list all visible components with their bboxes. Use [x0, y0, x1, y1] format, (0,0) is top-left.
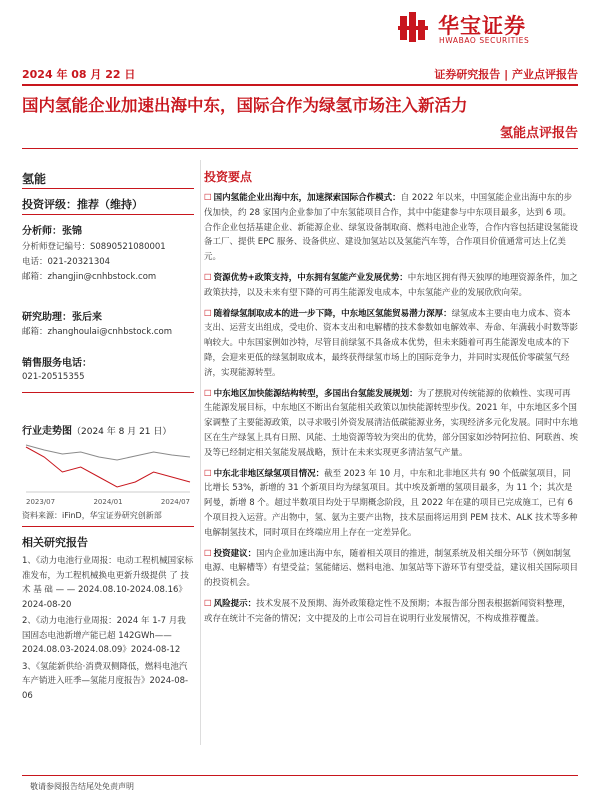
point-paragraph [204, 191, 578, 265]
point-body: 中东地区拥有得天独厚的地理资源条件，加之政策扶持，以及未来有望下降的可再生能源发电成本，中东氢能产业的发展欣欣向荣。 [204, 272, 578, 298]
bullet-icon: ☐ [204, 598, 212, 609]
related-report-item[interactable]: 3、《氢能新供给·消费双侧降低，燃料电池汽车产销进入旺季—氢能月度报告》2024-08-06 [22, 661, 189, 701]
header-divider [22, 84, 578, 86]
footer-disclaimer: 敬请参阅报告结尾处免责声明 [30, 782, 134, 791]
sidebar-rule [22, 526, 194, 527]
related-report-item[interactable]: 1、《动力电池行业周报：电动工程机械国家标准发布，为工程机械换电更新升级提供 了 技 术 基 础 — — 2024.08.10-2024.08.16》2024-08-20 [22, 556, 194, 610]
column-divider [200, 160, 201, 745]
investment-rating: 投资评级：推荐（维持） [22, 198, 143, 211]
report-date: 2024 年 08 月 22 日 [22, 68, 136, 81]
brand-logo [398, 8, 578, 48]
chart-x-tick-label: 2024/01 [93, 498, 123, 506]
chart-series-line-0 [26, 447, 190, 487]
point-body: 绿氢成本主要由电力成本、资本支出、运营支出组成，受电价、资本支出和电解槽的技术参数如电解效率、寿命、年满载小时数等影响较大。中东国家例如沙特，尽管目前绿氢不具备成本优势，但未来随着可再生能源发电成本的下降，会迎来更低的绿氢制取成本，最终获得绿氢市场上的国际竞争力，并同时实现低价零碳氢气经济，实现能源转型。 [204, 308, 579, 378]
analyst-name: 分析师：张锦 [22, 226, 82, 237]
point-paragraph [204, 547, 578, 591]
points-heading: 投资要点 [204, 170, 253, 184]
industry-name: 氢能 [22, 172, 47, 186]
point-body: 自 2022 年以来，中国氢能企业出海中东的步伐加快，约 28 家国内企业参加了中东氢能项目合作，其中中能建参与中东项目最多，达到 6 项。合作企业包括基建企业、新能源企业、绿氢设备制取商、燃料电池企业等，合作内容包括建设氢能设备工厂、提供 EPC 服务、设备供应、建设加氢站以及氢能汽车等，合作项目价值通常可达上亿美元。 [204, 193, 579, 263]
point-paragraph [204, 307, 578, 381]
assistant-email[interactable]: 邮箱：zhanghoulai@cnhbstock.com [22, 327, 173, 337]
industry-trend-chart [22, 438, 194, 508]
chart-title-date: （2024 年 8 月 21 日） [72, 427, 172, 437]
report-title: 国内氢能企业加速出海中东，国际合作为绿氢市场注入新活力 [22, 96, 468, 115]
header-bar [22, 66, 578, 82]
analyst-cert: 分析师登记编号：S0890521080001 [22, 242, 166, 252]
sidebar-rule [22, 214, 194, 215]
point-body: 国内企业加速出海中东，随着相关项目的推进，制氢系统及相关细分环节（例如制氢电源、电解槽等）有望受益；氢能储运、燃料电池、加氢站等下游环节有望受益，建议相关国际项目的投资机会。 [204, 548, 579, 589]
chart-title [22, 422, 171, 437]
sidebar-rule [22, 188, 194, 189]
point-lead: 投资建议： [213, 548, 257, 559]
analyst-email[interactable]: 邮箱：zhangjin@cnhbstock.com [22, 272, 157, 282]
chart-source: 资料来源：iFinD，华宝证券研究创新部 [22, 511, 162, 520]
point-paragraph [204, 271, 578, 301]
point-lead: 风险提示： [213, 598, 257, 609]
bullet-icon: ☐ [204, 193, 212, 203]
sales-label: 销售服务电话： [22, 358, 92, 369]
chart-x-tick-label: 2023/07 [26, 498, 56, 506]
report-category: 证券研究报告 | 产业点评报告 [434, 68, 578, 81]
title-divider [22, 148, 578, 149]
point-lead: 随着绿氢制取成本的进一步下降，中东地区氢能贸易潜力深厚： [213, 308, 452, 319]
related-reports-list [22, 554, 194, 705]
assistant-name: 研究助理：张后来 [22, 312, 102, 323]
point-lead: 中东北非地区绿氢项目情况： [213, 468, 325, 479]
related-report-item[interactable]: 2、《动力电池行业周报：2024 年 1-7 月我国固态电池新增产能已超 142GWh——2024.08.03-2024.08.09》2024-08-12 [22, 616, 186, 655]
bullet-icon: ☐ [204, 308, 212, 319]
bullet-icon: ☐ [204, 272, 212, 283]
bullet-icon: ☐ [204, 548, 212, 559]
brand-name-en: HWABAO SECURITIES [439, 36, 530, 45]
chart-series-line-1 [26, 445, 190, 460]
sidebar-rule [22, 392, 194, 393]
point-lead: 中东地区加快能源结构转型，多国出台氢能发展规划： [213, 388, 418, 399]
point-lead: 国内氢能企业出海中东，加速探索国际合作模式： [213, 193, 401, 203]
investment-points [204, 168, 578, 633]
point-lead: 资源优势+政策支持，中东拥有氢能产业发展优势： [213, 272, 408, 283]
analyst-phone: 电话：021-20321304 [22, 257, 111, 267]
sales-phone: 021-20515355 [22, 372, 85, 382]
point-body: 技术发展不及预期、海外政策稳定性不及预期；本报告部分图表根据新闻资料整理，或存在统计不完备的情况；文中提及的上市公司旨在说明行业发展情况，不构成推荐覆盖。 [204, 598, 571, 624]
chart-title-text: 行业走势图 [22, 426, 72, 437]
footer-divider [22, 775, 578, 776]
brand-name-cn: 华宝证券 [438, 14, 526, 38]
point-body: 为了摆脱对传统能源的依赖性、实现可再生能源发展目标，中东地区不断出台氢能相关政策以加快能源转型步伐。2021 年，中东地区多个国家调整了主要能源政策，以寻求吸引外资发展清洁低碳能源业务，实现经济多元化发展。同时中东地区在生产绿氢上具有日照、风能、土地资源等较为突出的优势，部分国家如沙特阿拉伯、阿联酋、埃及等已经制定相关氢能发展战略，预计在未来实现更多清洁氢气产量。 [204, 388, 579, 458]
report-subtitle: 氢能点评报告 [499, 126, 578, 141]
point-paragraph [204, 387, 578, 461]
logo-mark-icon [398, 10, 432, 44]
chart-x-tick-label: 2024/07 [160, 498, 190, 506]
related-reports-heading: 相关研究报告 [22, 536, 88, 549]
bullet-icon: ☐ [204, 468, 212, 479]
point-body: 截至 2023 年 10 月，中东和北非地区共有 90 个低碳氢项目，同比增长 53%，新增的 31 个新项目均为绿氢项目。其中埃及新增的氢项目最多，为 11 个；其次是阿曼，新增 8 个。超过半数项目均处于早期概念阶段，且 2022 年在建的项目已完成施工，已有 6 个项目投入运营。产出物中，氢、氨为主要产出物，技术层面将运用到 PEM 技术、ALK 技术等多种电解制氢技术，同时项目在终端应用上存在一定差异化。 [204, 468, 578, 538]
point-paragraph [204, 467, 578, 541]
point-paragraph [204, 597, 578, 627]
bullet-icon: ☐ [204, 388, 212, 399]
